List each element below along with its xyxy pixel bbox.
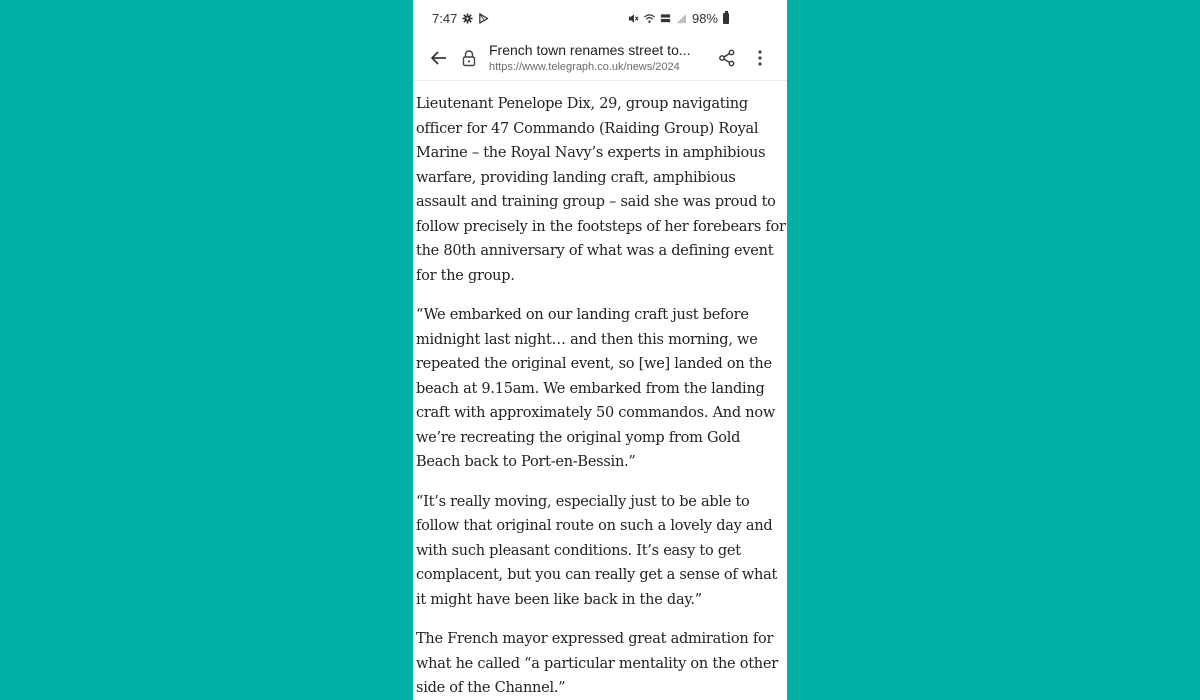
- wifi-icon: [644, 13, 655, 24]
- browser-toolbar: [413, 38, 787, 81]
- article-paragraph: Lieutenant Penelope Dix, 29, group navigating officer for 47 Commando (Raiding Group) Royal Marine – the Royal Navy’s experts in amphibious warfare, providing landing craft, amphibious assault and training group – said she was proud to follow precisely in the footsteps of her forebears for the 80th anniversary of what was a defining event for the group.: [416, 96, 786, 284]
- play-store-icon: [478, 13, 489, 24]
- status-time: 7:47: [432, 11, 458, 26]
- lock-icon[interactable]: [461, 49, 477, 67]
- battery-icon: [723, 13, 729, 24]
- volte-icon: [660, 13, 671, 24]
- back-arrow-icon[interactable]: [430, 49, 448, 67]
- status-bar: [413, 0, 787, 38]
- mute-icon: [628, 13, 639, 24]
- status-left: [432, 11, 489, 26]
- settings-icon: [462, 13, 473, 24]
- page-title[interactable]: French town renames street to...: [489, 42, 691, 58]
- article-paragraph: The French mayor expressed great admiration for what he called “a particular mentality on the other side of the Channel.”: [416, 631, 778, 696]
- share-icon[interactable]: [718, 49, 736, 67]
- article-paragraph: “It’s really moving, especially just to be able to follow that original route on such a lovely day and with such pleasant conditions. It’s easy to get complacent, but you can really get a sense of what it might have been like back in the day.”: [416, 493, 778, 608]
- article-paragraph: “We embarked on our landing craft just before midnight last night… and then this morning, we repeated the original event, so [we] landed on the beach at 9.15am. We embarked from the landing craft with approximately 50 commandos. And now we’re recreating the original yomp from Gold Beach back to Port-en-Bessin.”: [416, 307, 775, 470]
- status-right: [628, 11, 729, 26]
- article-body: [416, 92, 786, 700]
- page-url[interactable]: https://www.telegraph.co.uk/news/2024: [489, 61, 680, 73]
- signal-icon: [676, 13, 687, 24]
- more-options-icon[interactable]: [753, 49, 767, 67]
- phone-screen: [413, 0, 787, 700]
- battery-percent: 98%: [691, 11, 718, 26]
